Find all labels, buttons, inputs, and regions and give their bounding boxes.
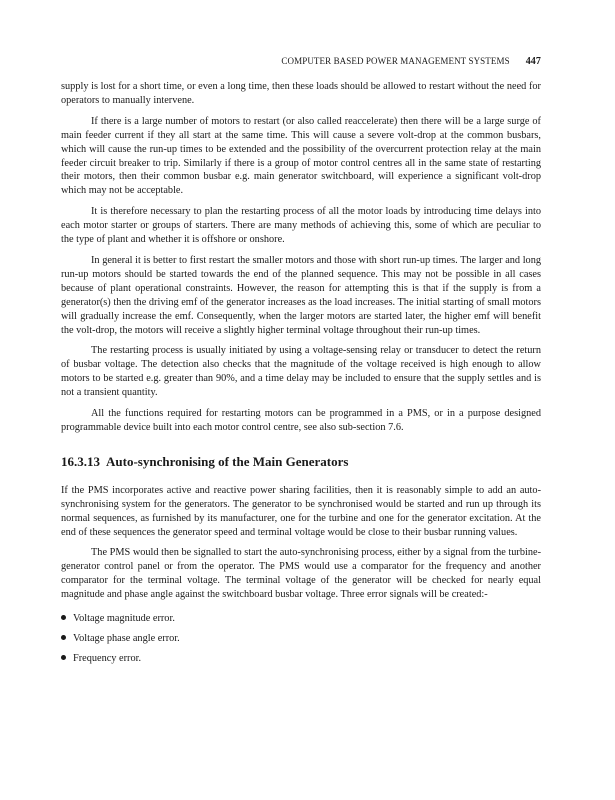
running-title: COMPUTER BASED POWER MANAGEMENT SYSTEMS <box>281 56 510 66</box>
list-item <box>61 632 541 646</box>
paragraph: The restarting process is usually initiated by using a voltage-sensing relay or transducer to detect the return of busbar voltage. The detection also checks that the magnitude of the voltage received is high enough to allow motors to be started e.g. greater than 90%, and a time delay may be included to ensure that the supply settles and is not a transient quantity. <box>61 345 541 399</box>
list-item <box>61 652 541 666</box>
section-heading <box>61 454 541 470</box>
running-header <box>61 56 541 67</box>
list-item-text: Voltage phase angle error. <box>73 633 180 644</box>
list-item-text: Frequency error. <box>73 652 142 664</box>
list-item <box>61 612 541 626</box>
paragraph: It is therefore necessary to plan the restarting process of all the motor loads by introducing time delays into each motor starter or groups of starters. There are many methods of achieving this, some of which are peculiar to the type of plant and whether it is offshore or onshore. <box>61 206 541 246</box>
section-title: Auto-synchronising of the Main Generators <box>106 453 349 469</box>
list-item-text: Voltage magnitude error. <box>73 613 175 625</box>
paragraph: If there is a large number of motors to restart (or also called reaccelerate) then there will be a large surge of main feeder current if they all start at the same time. This will cause a severe volt-drop at the common busbars, which will cause the run-up times to be extended and the possibility of the overcurrent protection relay at the main feeder circuit breaker to trip. Similarly if there is a group of motor control centres all in the same state of restarting their motors, then their common busbar e.g. main generator switchboard, will experience a significant volt-drop which may not be acceptable. <box>61 115 541 197</box>
paragraph: The PMS would then be signalled to start the auto-synchronising process, either by a signal from the turbine-generator control panel or from the operator. The PMS would use a comparator for the frequency and another comparator for the terminal voltage. The terminal voltage of the generator will be checked for nearly equal magnitude and phase angle against the switchboard busbar voltage. Three error signals will be created:- <box>61 547 541 601</box>
section-number: 16.3.13 <box>61 453 100 469</box>
error-signal-list <box>61 612 541 666</box>
paragraph: All the functions required for restarting motors can be programmed in a PMS, or in a purpose designed programmable device built into each motor control centre, see also sub-section 7.6. <box>61 408 541 433</box>
bullet-icon <box>61 655 66 660</box>
paragraph: In general it is better to first restart the smaller motors and those with short run-up times. The larger and long run-up motors should be started towards the end of the planned sequence. This may not be possible in all cases because of plant operational constraints. However, the reason for attempting this is that if the supply is from a generator(s) then the driving emf of the generator increases as the load increases. The initial starting of small motors will gradually increase the emf. Consequently, when the larger motors are started later, the higher emf will benefit the volt-drop, the motors will receive a slightly higher terminal voltage throughout their run-up times. <box>61 254 541 336</box>
paragraph: supply is lost for a short time, or even a long time, then these loads should be allowed to restart without the need for operators to manually intervene. <box>61 81 541 106</box>
bullet-icon <box>61 635 66 640</box>
paragraph: If the PMS incorporates active and reactive power sharing facilities, then it is reasonably simple to add an auto-synchronising system for the generators. The generator to be synchronised would be started and run up through its normal sequences, as furnished by its manufacturer, one for the turbine and one for the generator excitation. At the end of these sequences the generator speed and terminal voltage would be close to their busbar running values. <box>61 484 541 538</box>
page-number: 447 <box>525 56 541 67</box>
bullet-icon <box>61 615 66 620</box>
page-body <box>61 80 541 672</box>
